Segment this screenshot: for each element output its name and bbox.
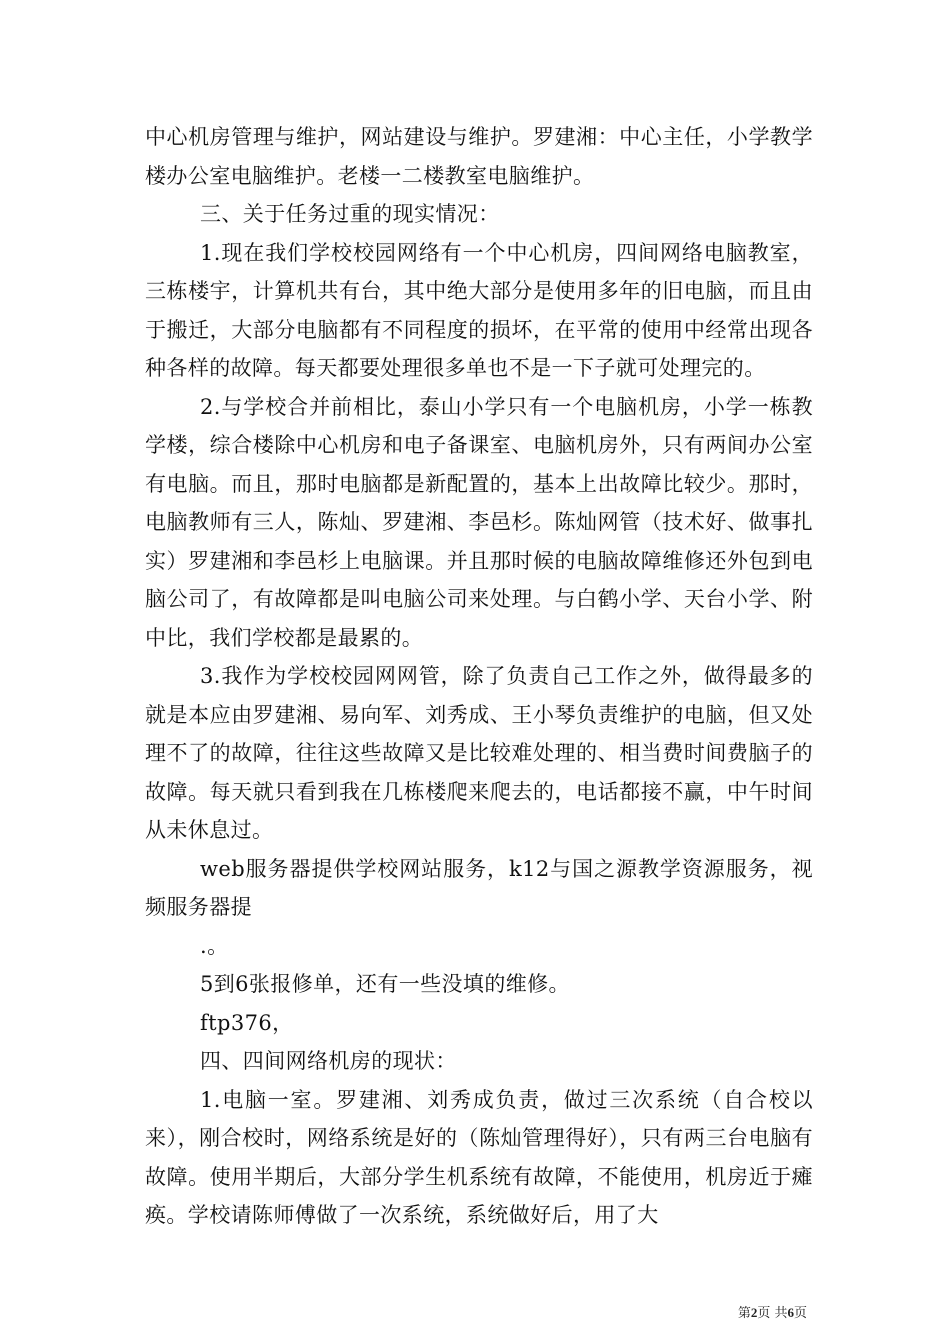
- paragraph-6: .。: [200, 933, 229, 958]
- paragraph-7: 5到6张报修单，还有一些没填的维修。: [200, 972, 570, 996]
- paragraph-2: 1.现在我们学校校园网络有一个中心机房，四间网络电脑教室，三栋楼宇，计算机共有台，其中绝大部分是使用多年的旧电脑，而且由于搬迁，大部分电脑都有不同程度的损坏，在平常的使用中经常出现各种各样的故障。每天都要处理很多单也不是一下子就可处理完的。: [145, 240, 813, 380]
- footer-middle: 页 共: [757, 1306, 788, 1321]
- total-pages-number: 6: [787, 1305, 794, 1320]
- current-page-number: 2: [750, 1305, 758, 1320]
- paragraph-3: 2.与学校合并前相比，泰山小学只有一个电脑机房，小学一栋教学楼，综合楼除中心机房和电子备课室、电脑机房外，只有两间办公室有电脑。而且，那时电脑都是新配置的，基本上出故障比较少。那时，电脑教师有三人，陈灿、罗建湘、李邑杉。陈灿网管（技术好、做事扎实）罗建湘和李邑杉上电脑课。并且那时候的电脑故障维修还外包到电脑公司了，有故障都是叫电脑公司来处理。与白鹤小学、天台小学、附中比，我们学校都是最累的。: [145, 394, 813, 650]
- paragraph-8: ftp376，: [200, 1010, 294, 1035]
- paragraph-0: 中心机房管理与维护，网站建设与维护。罗建湘：中心主任，小学教学楼办公室电脑维护。老楼一二楼教室电脑维护。: [145, 125, 813, 188]
- paragraph-5: web服务器提供学校网站服务，k12与国之源教学资源服务，视频服务器提: [145, 856, 813, 919]
- page-footer: [738, 1302, 807, 1321]
- paragraph-4: 3.我作为学校校园网网管，除了负责自己工作之外，做得最多的就是本应由罗建湘、易向军、刘秀成、王小琴负责维护的电脑，但又处理不了的故障，往往这些故障又是比较难处理的、相当费时间费脑子的故障。每天就只看到我在几栋楼爬来爬去的，电话都接不赢，中午时间从未休息过。: [145, 664, 813, 842]
- footer-suffix: 页: [793, 1306, 807, 1321]
- document-body: [145, 118, 813, 1235]
- footer-prefix: 第: [737, 1306, 751, 1321]
- paragraph-10: 1.电脑一室。罗建湘、刘秀成负责，做过三次系统（自合校以来），刚合校时，网络系统是好的（陈灿管理得好），只有两三台电脑有故障。使用半期后，大部分学生机系统有故障，不能使用，机房近于瘫痪。学校请陈师傅做了一次系统，系统做好后，用了大: [145, 1087, 813, 1227]
- paragraph-9: 四、四间网络机房的现状：: [200, 1049, 457, 1073]
- paragraph-1: 三、关于任务过重的现实情况：: [200, 202, 500, 226]
